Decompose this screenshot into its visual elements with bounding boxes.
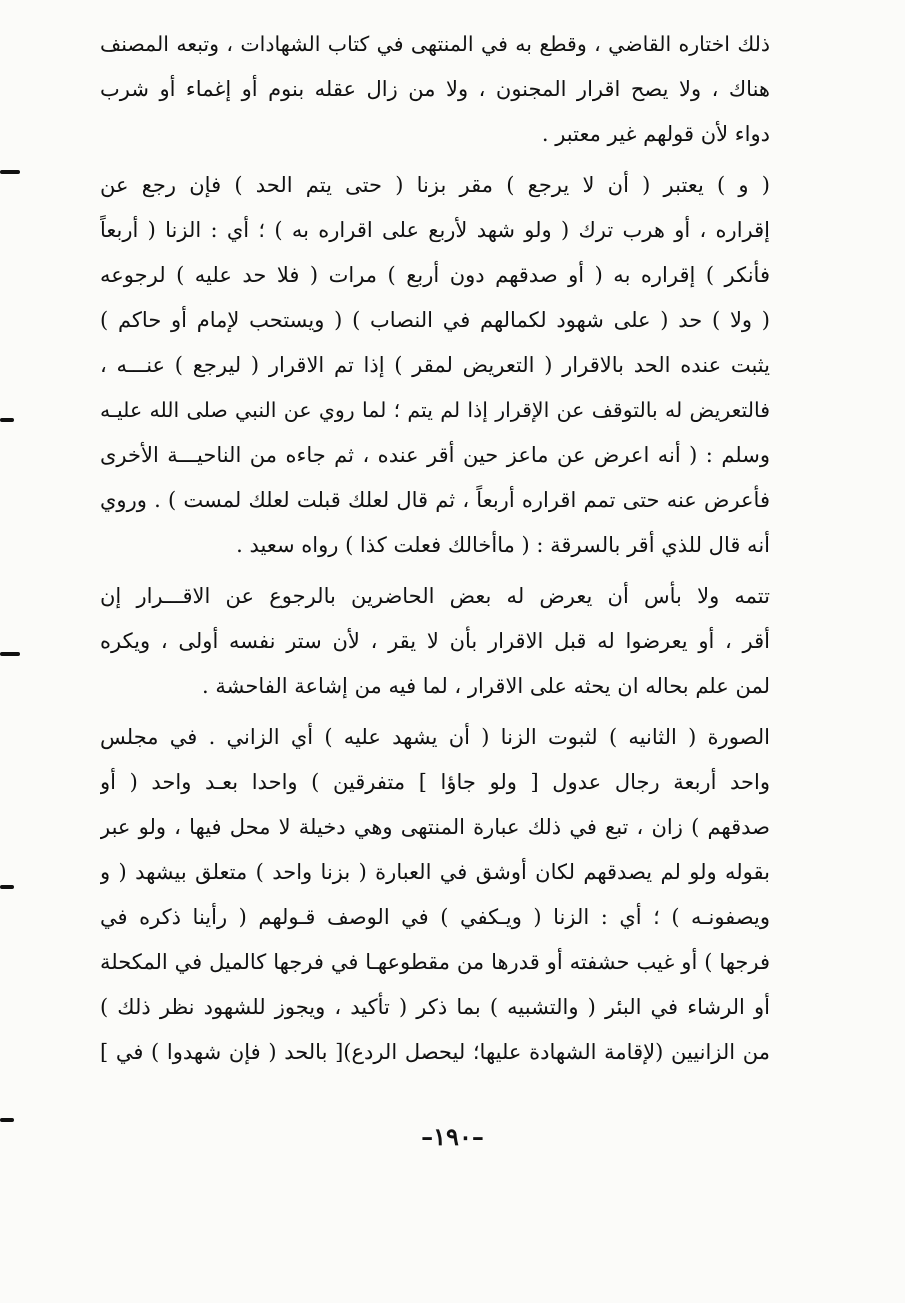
paragraph-4 — [100, 715, 770, 1075]
page-number: –١٩٠– — [421, 1122, 484, 1151]
text-line: دواء لأن قولهم غير معتبر . — [541, 122, 770, 146]
text-line: أقر ، أو يعرضوا له قبل الاقرار بأن لا يقر ، لأن ستر نفسه أولى ، ويكره — [100, 629, 770, 653]
text-line: فالتعريض له بالتوقف عن الإقرار إذا لم يتم ؛ لما روي عن النبي صلى الله عليـه — [100, 398, 770, 422]
text-line: أو الرشاء في البئر ( والتشبيه ) بما ذكر ( تأكيد ، ويجوز للشهود نظر ذلك ) — [100, 995, 770, 1019]
text-line: ويصفونـه ) ؛ أي : الزنا ( ويـكفي ) في الوصف قـولهم ( رأينا ذكره في — [100, 905, 770, 929]
margin-mark — [0, 418, 14, 422]
text-line: أنه قال للذي أقر بالسرقة : ( ماأخالك فعلت كذا ) رواه سعيد . — [236, 533, 770, 557]
margin-mark — [0, 885, 14, 889]
main-text — [100, 22, 770, 1075]
text-line: من الزانيين (لإقامة الشهادة عليها؛ ليحصل الردع)[ بالحد ( فإن شهدوا ) في ] — [100, 1040, 770, 1064]
text-line: وسلم : ( أنه اعرض عن ماعز حين أقر عنده ، ثم جاءه من الناحيـــة الأخرى — [100, 443, 770, 467]
text-line: الصورة ( الثانيه ) لثبوت الزنا ( أن يشهد عليه ) أي الزاني . في مجلس — [100, 725, 770, 749]
text-line: فأنكر ) إقراره به ( أو صدقهم دون أربع ) مرات ( فلا حد عليه ) لرجوعه — [100, 263, 770, 287]
text-line: واحد أربعة رجال عدول [ ولو جاؤا ] متفرقين ) واحدا بعـد واحد ( أو — [100, 770, 770, 794]
text-line: فأعرض عنه حتى تمم اقراره أربعاً ، ثم قال لعلك قبلت لعلك لمست ) . وروي — [100, 488, 770, 512]
text-line: يثبت عنده الحد بالاقرار ( التعريض لمقر ) إذا تم الاقرار ( ليرجع ) عنـــه ، — [100, 353, 770, 377]
margin-mark — [0, 170, 20, 174]
text-line: فرجها ) أو غيب حشفته أو قدرها من مقطوعهـا في فرجها كالميل في المكحلة — [100, 950, 770, 974]
text-line: تتمه ولا بأس أن يعرض له بعض الحاضرين بالرجوع عن الاقـــرار إن — [100, 584, 770, 608]
text-line: بقوله ولو لم يصدقهم لكان أوشق في العبارة ( بزنا واحد ) متعلق بيشهد ( و — [100, 860, 770, 884]
text-line: صدقهم ) زان ، تبع في ذلك عبارة المنتهى وهي دخيلة لا محل فيها ، ولو عبر — [100, 815, 770, 839]
text-line: هناك ، ولا يصح اقرار المجنون ، ولا من زال عقله بنوم أو إغماء أو شرب — [100, 77, 770, 101]
text-line: لمن علم بحاله ان يحثه على الاقرار ، لما فيه من إشاعة الفاحشة . — [202, 674, 770, 698]
text-line: إقراره ، أو هرب ترك ( ولو شهد لأربع على اقراره به ) ؛ أي : الزنا ( أربعاً — [100, 218, 770, 242]
paragraph-1 — [100, 22, 770, 157]
text-line: ذلك اختاره القاضي ، وقطع به في المنتهى في كتاب الشهادات ، وتبعه المصنف — [100, 32, 770, 56]
margin-mark — [0, 652, 20, 656]
text-line: ( و ) يعتبر ( أن لا يرجع ) مقر بزنا ( حتى يتم الحد ) فإن رجع عن — [100, 173, 770, 197]
paragraph-2 — [100, 163, 770, 568]
paragraph-3 — [100, 574, 770, 709]
text-line: ( ولا ) حد ( على شهود لكمالهم في النصاب ) ( ويستحب لإمام أو حاكم ) — [100, 308, 770, 332]
